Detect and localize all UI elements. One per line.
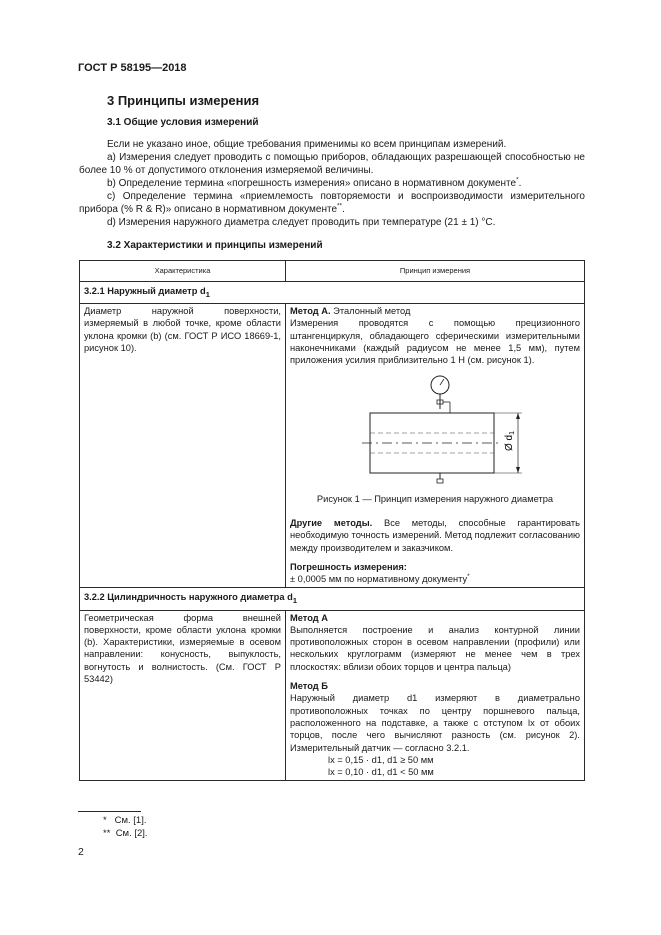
subsection-3-1-title: 3.1 Общие условия измерений (107, 117, 259, 128)
formula-2: lx = 0,10 · d1, d1 < 50 мм (328, 767, 434, 778)
para-b: b) Определение термина «погрешность измерения» описано в нормативном документе*. (107, 176, 522, 189)
method-a2-text: Выполняется построение и анализ контурной линии противоположных сторон в осевом направлении (профили) или нескольких круглограмм (измеряют не менее чем в трех плоскостях: вблизи обоих торцов и центра пальца) (290, 624, 580, 672)
subsection-3-2-title: 3.2 Характеристики и принципы измерений (107, 240, 323, 251)
accuracy-text: ± 0,0005 мм по нормативному документу* (290, 573, 470, 585)
col-header-characteristic: Характеристика (80, 261, 286, 282)
para-a: а) Измерения следует проводить с помощью приборов, обладающих разрешающей способностью не более 10 % от допустимого отклонения измеряемой величины. (79, 152, 585, 176)
formula-1: lx = 0,15 · d1, d1 ≥ 50 мм (328, 754, 434, 765)
row-3-2-2-title: 3.2.2 Цилиндричность наружного диаметра $d_1$ (80, 588, 585, 610)
document-header: ГОСТ Р 58195—2018 (78, 62, 187, 74)
section-title: 3 Принципы измерения (107, 93, 260, 108)
method-a2-label: Метод А (290, 612, 328, 623)
figure-1-caption: Рисунок 1 — Принцип измерения наружного диаметра (316, 493, 554, 504)
method-a-block: Метод А. Эталонный метод Измерения проводятся с помощью прецизионного штангенциркуля, обладающего сферическими измерительными наконечниками (каждый радиусом не менее 1,5 мм), путем приложения усилия приблизительно 1 Н (см. рисунок 1). (290, 306, 580, 366)
footnote-1: * См. [1]. (103, 815, 147, 826)
para-c: c) Определение термина «приемлемость повторяемости и воспроизводимости измерительного прибора (% R & R)» описано в нормативном документе**. (79, 191, 585, 215)
para-d: d) Измерения наружного диаметра следует проводить при температуре (21 ± 1) °С. (107, 217, 496, 228)
method-b-label: Метод Б (290, 681, 328, 692)
other-methods-block: Другие методы. Все методы, способные гарантировать необходимую точность измерений. Метод подлежит согласованию между производителем и заказчиком. (290, 517, 580, 553)
row-3-2-1-characteristic: Диаметр наружной поверхности, измеряемый в любой точке, кроме области уклона кромки (b) (см. ГОСТ Р ИСО 18669-1, рисунок 10). (80, 304, 286, 588)
col-header-principle: Принцип измерения (286, 261, 585, 282)
accuracy-label: Погрешность измерения: (290, 561, 407, 572)
figure-1-diagram (290, 371, 580, 489)
characteristics-table (79, 260, 585, 781)
row-3-2-1-principle (286, 304, 585, 588)
row-3-2-2-characteristic: Геометрическая форма внешней поверхности, кроме области уклона кромки (b). Характеристики, измеряемые в осевом направлении: конусность, выпуклость, вогнутость и волнистость. (См. ГОСТ Р 53442) (80, 610, 286, 781)
row-3-2-2-principle (286, 610, 585, 781)
footnote-divider (78, 811, 141, 812)
para-intro: Если не указано иное, общие требования применимы ко всем принципам измерений. (107, 139, 507, 150)
page-number: 2 (78, 846, 84, 858)
footnote-2: ** См. [2]. (103, 828, 148, 839)
row-3-2-1-title: 3.2.1 Наружный диаметр $d_1$ (80, 282, 585, 304)
figure-diameter-label: Ø $d_1$ (504, 430, 516, 451)
method-b-text: Наружный диаметр d1 измеряют в диаметрально противоположных точках по центру поршневого пальца, расположенного на подставке, а также с отступом lx от обоих торцов, после чего вычисляют разность (см. рисунок 2). Измерительный датчик — согласно 3.2.1. (290, 693, 580, 753)
